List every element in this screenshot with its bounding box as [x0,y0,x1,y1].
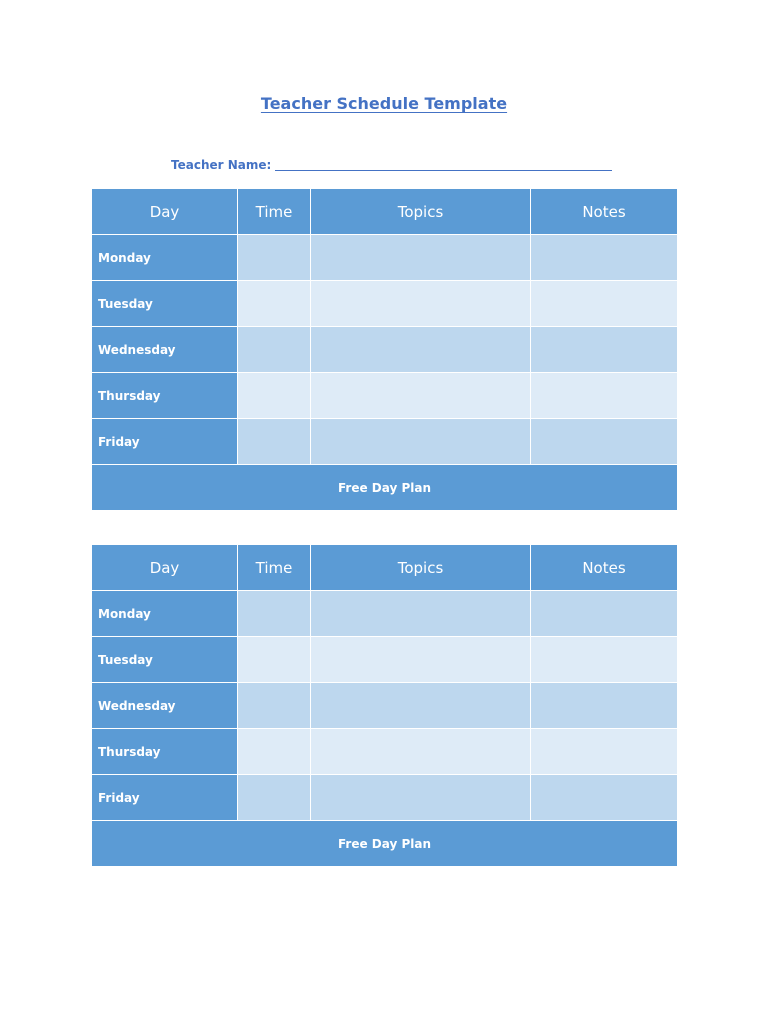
notes-cell[interactable] [531,419,678,465]
day-label: Thursday [92,729,238,775]
day-label: Wednesday [92,683,238,729]
day-label: Wednesday [92,327,238,373]
footer-row [92,821,678,867]
table-row [92,683,678,729]
column-header-topics: Topics [311,545,531,591]
column-header-time: Time [238,545,311,591]
table-row [92,235,678,281]
table-row [92,637,678,683]
day-label: Tuesday [92,281,238,327]
notes-cell[interactable] [531,281,678,327]
time-cell[interactable] [238,637,311,683]
table-row [92,419,678,465]
header-row [92,189,678,235]
time-cell[interactable] [238,775,311,821]
topics-cell[interactable] [311,729,531,775]
notes-cell[interactable] [531,327,678,373]
notes-cell[interactable] [531,637,678,683]
header-row [92,545,678,591]
day-label: Tuesday [92,637,238,683]
free-day-plan-label: Free Day Plan [92,821,678,867]
time-cell[interactable] [238,591,311,637]
time-cell[interactable] [238,281,311,327]
notes-cell[interactable] [531,775,678,821]
table-row [92,729,678,775]
time-cell[interactable] [238,373,311,419]
notes-cell[interactable] [531,683,678,729]
notes-cell[interactable] [531,373,678,419]
topics-cell[interactable] [311,327,531,373]
topics-cell[interactable] [311,419,531,465]
day-label: Monday [92,591,238,637]
column-header-time: Time [238,189,311,235]
schedule-table-1 [91,188,678,511]
day-label: Friday [92,775,238,821]
table-row [92,327,678,373]
time-cell[interactable] [238,235,311,281]
column-header-day: Day [92,189,238,235]
document-title: Teacher Schedule Template [260,94,508,113]
column-header-topics: Topics [311,189,531,235]
time-cell[interactable] [238,327,311,373]
topics-cell[interactable] [311,637,531,683]
table-row [92,591,678,637]
topics-cell[interactable] [311,683,531,729]
footer-row [92,465,678,511]
notes-cell[interactable] [531,235,678,281]
column-header-day: Day [92,545,238,591]
teacher-name-label: Teacher Name: [171,158,272,172]
table-row [92,373,678,419]
topics-cell[interactable] [311,235,531,281]
topics-cell[interactable] [311,281,531,327]
teacher-name-line [171,158,612,172]
day-label: Thursday [92,373,238,419]
column-header-notes: Notes [531,545,678,591]
table-row [92,281,678,327]
notes-cell[interactable] [531,729,678,775]
column-header-notes: Notes [531,189,678,235]
schedule-table-2 [91,544,678,867]
teacher-name-blank[interactable] [275,158,612,171]
topics-cell[interactable] [311,591,531,637]
time-cell[interactable] [238,729,311,775]
topics-cell[interactable] [311,775,531,821]
table-row [92,775,678,821]
topics-cell[interactable] [311,373,531,419]
notes-cell[interactable] [531,591,678,637]
day-label: Friday [92,419,238,465]
time-cell[interactable] [238,683,311,729]
time-cell[interactable] [238,419,311,465]
day-label: Monday [92,235,238,281]
free-day-plan-label: Free Day Plan [92,465,678,511]
